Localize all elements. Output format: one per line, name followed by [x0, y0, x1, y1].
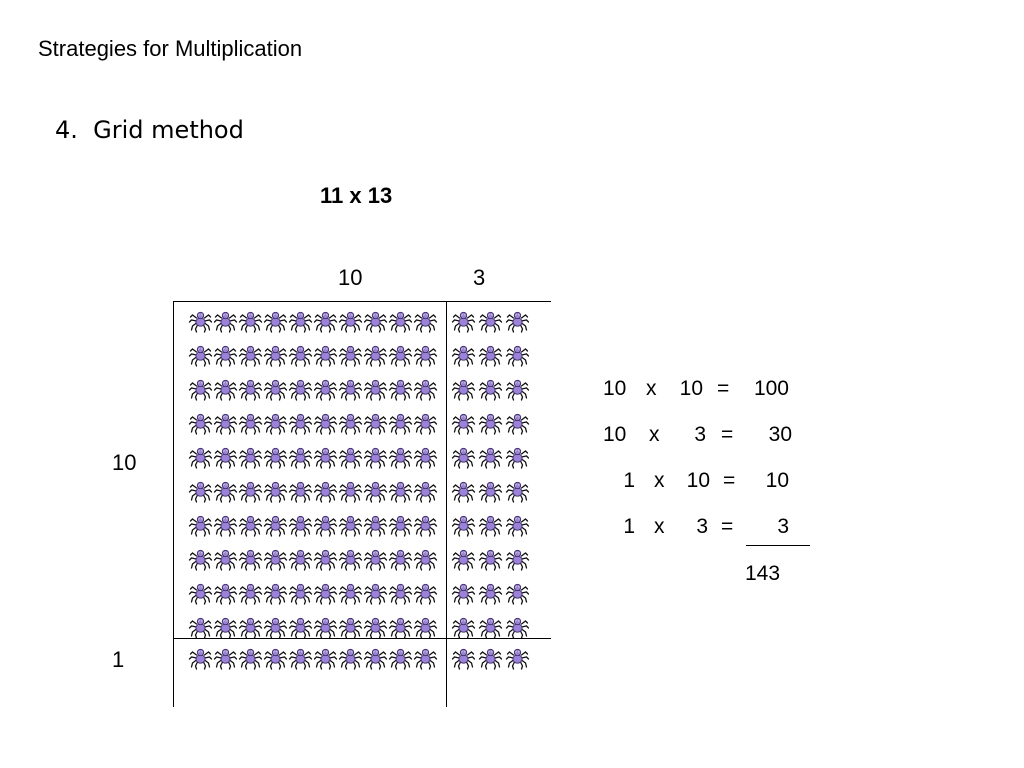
spider-icon [478, 445, 505, 469]
spider-icon [288, 581, 313, 605]
spider-icon [388, 479, 413, 503]
section-title: Grid method [93, 116, 244, 144]
spider-icon [388, 646, 413, 670]
spider-icon [188, 411, 213, 435]
spider-icon [388, 377, 413, 401]
spider-icon [363, 479, 388, 503]
spider-icon [363, 309, 388, 333]
spider-icon [288, 479, 313, 503]
spider-icon [451, 547, 478, 571]
spider-icon [288, 343, 313, 367]
spider-icon [478, 411, 505, 435]
spider-icon [363, 646, 388, 670]
calc-equals: = [721, 423, 734, 446]
spider-icon [478, 377, 505, 401]
calc-equals: = [723, 469, 736, 492]
spider-icon [413, 513, 438, 537]
spider-icon [313, 615, 338, 639]
spider-icon [188, 615, 213, 639]
spider-icon [188, 479, 213, 503]
spider-icon [505, 445, 532, 469]
spider-icon [388, 615, 413, 639]
spider-icon [388, 445, 413, 469]
spider-icon [238, 646, 263, 670]
spider-icon [313, 309, 338, 333]
spider-icon [505, 377, 532, 401]
spider-icon [338, 479, 363, 503]
spider-icon [478, 547, 505, 571]
spider-icon [238, 513, 263, 537]
spider-icon [263, 343, 288, 367]
spider-icon [313, 646, 338, 670]
column-header-ones: 3 [473, 265, 486, 290]
spider-icon [338, 615, 363, 639]
spider-icon [263, 513, 288, 537]
spider-icon [288, 646, 313, 670]
spider-icon [451, 615, 478, 639]
row-header-tens: 10 [112, 450, 137, 475]
spider-icon [338, 377, 363, 401]
spider-icon [451, 513, 478, 537]
spider-icon [263, 581, 288, 605]
spider-icon [505, 646, 532, 670]
spider-icon [238, 547, 263, 571]
spider-icon [338, 343, 363, 367]
spider-icon [451, 343, 478, 367]
spider-icon [338, 513, 363, 537]
spider-icon [188, 581, 213, 605]
spider-icon [213, 377, 238, 401]
spider-icon [288, 445, 313, 469]
grid-cell-ones-by-ones [451, 646, 532, 670]
spider-icon [288, 309, 313, 333]
spider-icon [238, 479, 263, 503]
spider-icon [213, 309, 238, 333]
spider-icon [313, 445, 338, 469]
spider-icon [451, 445, 478, 469]
spider-icon [213, 411, 238, 435]
spider-icon [188, 646, 213, 670]
spider-icon [238, 615, 263, 639]
spider-icon [188, 445, 213, 469]
spider-icon [505, 479, 532, 503]
calc-factor-a: 10 [603, 377, 627, 400]
spider-icon [413, 445, 438, 469]
calc-factor-a: 1 [623, 469, 635, 492]
grid-cell-ones-by-tens [188, 646, 438, 670]
calc-factor-b: 3 [696, 515, 708, 538]
spider-icon [505, 547, 532, 571]
spider-icon [413, 547, 438, 571]
spider-icon [388, 547, 413, 571]
section-number: 4. [55, 116, 78, 144]
spider-icon [478, 646, 505, 670]
spider-icon [505, 309, 532, 333]
spider-icon [451, 581, 478, 605]
spider-icon [313, 377, 338, 401]
calc-factor-b: 10 [686, 469, 710, 492]
calc-equals: = [721, 515, 734, 538]
calc-factor-b: 10 [679, 377, 703, 400]
spider-icon [505, 513, 532, 537]
calc-operator: x [654, 515, 665, 538]
grid-left-line [173, 301, 174, 707]
spider-icon [288, 377, 313, 401]
spider-icon [363, 547, 388, 571]
spider-icon [213, 615, 238, 639]
spider-icon [363, 343, 388, 367]
spider-icon [388, 581, 413, 605]
spider-icon [288, 513, 313, 537]
spider-icon [505, 411, 532, 435]
spider-icon [288, 411, 313, 435]
spider-icon [338, 445, 363, 469]
spider-icon [238, 377, 263, 401]
spider-icon [263, 445, 288, 469]
spider-icon [363, 513, 388, 537]
spider-icon [478, 479, 505, 503]
spider-icon [313, 581, 338, 605]
calc-result: 100 [753, 377, 789, 400]
grid-column-divider [446, 301, 447, 707]
spider-icon [238, 445, 263, 469]
spider-icon [188, 343, 213, 367]
spider-icon [238, 411, 263, 435]
calculation-row [603, 377, 803, 403]
spider-icon [338, 581, 363, 605]
spider-icon [451, 646, 478, 670]
spider-icon [188, 547, 213, 571]
spider-icon [478, 615, 505, 639]
spider-icon [238, 309, 263, 333]
spider-icon [188, 513, 213, 537]
row-header-ones: 1 [112, 647, 125, 672]
spider-icon [388, 309, 413, 333]
calculation-row [603, 423, 803, 449]
spider-icon [451, 479, 478, 503]
spider-icon [413, 646, 438, 670]
spider-icon [188, 309, 213, 333]
spider-icon [263, 479, 288, 503]
calc-operator: x [646, 377, 657, 400]
spider-icon [451, 309, 478, 333]
spider-icon [213, 343, 238, 367]
spider-icon [313, 547, 338, 571]
calc-equals: = [717, 377, 730, 400]
total-result: 143 [745, 562, 781, 585]
spider-icon [413, 309, 438, 333]
section-heading [55, 116, 244, 144]
spider-icon [363, 581, 388, 605]
slide-title: Strategies for Multiplication [38, 36, 303, 61]
spider-icon [263, 377, 288, 401]
calc-result: 10 [765, 469, 789, 492]
spider-icon [263, 547, 288, 571]
spider-icon [213, 581, 238, 605]
grid-cell-tens-by-tens [188, 309, 438, 639]
spider-icon [505, 343, 532, 367]
spider-icon [263, 646, 288, 670]
grid-top-line [173, 301, 551, 302]
spider-icon [338, 411, 363, 435]
spider-icon [263, 309, 288, 333]
calculation-row [603, 469, 803, 495]
calculation-row [603, 515, 803, 541]
spider-icon [213, 646, 238, 670]
spider-icon [213, 479, 238, 503]
spider-icon [288, 547, 313, 571]
spider-icon [213, 445, 238, 469]
spider-icon [413, 377, 438, 401]
spider-icon [413, 581, 438, 605]
spider-icon [388, 343, 413, 367]
spider-icon [413, 479, 438, 503]
spider-icon [313, 479, 338, 503]
spider-icon [338, 547, 363, 571]
spider-icon [388, 513, 413, 537]
spider-icon [263, 615, 288, 639]
calc-factor-a: 1 [623, 515, 635, 538]
spider-icon [413, 411, 438, 435]
spider-icon [413, 615, 438, 639]
spider-icon [413, 343, 438, 367]
grid-cell-tens-by-ones [451, 309, 532, 639]
spider-icon [338, 309, 363, 333]
spider-icon [478, 513, 505, 537]
spider-icon [363, 411, 388, 435]
spider-icon [478, 309, 505, 333]
spider-icon [313, 513, 338, 537]
spider-icon [213, 547, 238, 571]
column-header-tens: 10 [338, 265, 363, 290]
calc-result: 3 [777, 515, 789, 538]
spider-icon [338, 646, 363, 670]
spider-icon [451, 377, 478, 401]
spider-icon [238, 343, 263, 367]
calc-factor-b: 3 [694, 423, 706, 446]
spider-icon [363, 615, 388, 639]
calc-operator: x [654, 469, 665, 492]
spider-icon [505, 581, 532, 605]
spider-icon [363, 377, 388, 401]
spider-icon [188, 377, 213, 401]
spider-icon [288, 615, 313, 639]
spider-icon [363, 445, 388, 469]
calc-result: 30 [768, 423, 792, 446]
problem-expression: 11 x 13 [320, 183, 393, 208]
calc-operator: x [649, 423, 660, 446]
spider-icon [505, 615, 532, 639]
spider-icon [451, 411, 478, 435]
sum-underline [746, 545, 810, 546]
spider-icon [263, 411, 288, 435]
spider-icon [478, 343, 505, 367]
calc-factor-a: 10 [603, 423, 627, 446]
spider-icon [313, 343, 338, 367]
spider-icon [313, 411, 338, 435]
spider-icon [238, 581, 263, 605]
spider-icon [478, 581, 505, 605]
spider-icon [213, 513, 238, 537]
spider-icon [388, 411, 413, 435]
